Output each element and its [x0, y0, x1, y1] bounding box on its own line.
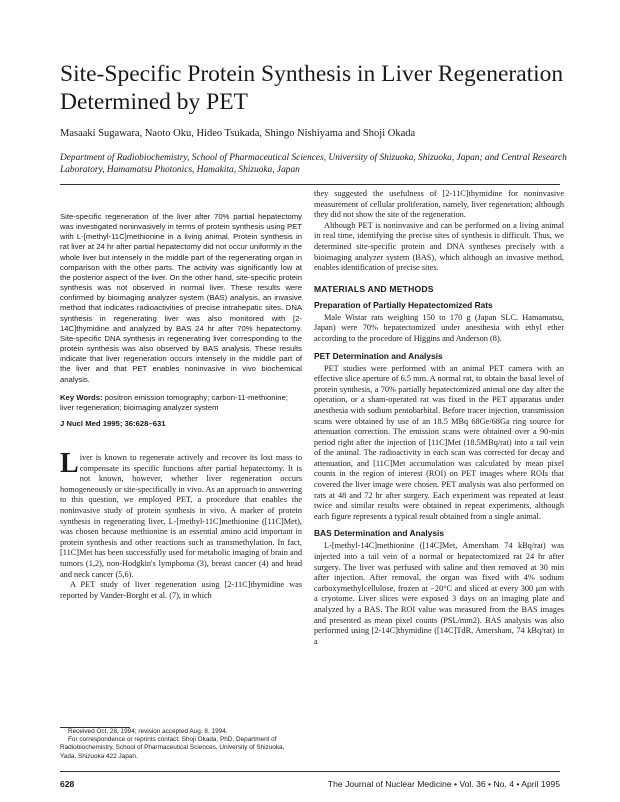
body-paragraph: Although PET is noninvasive and can be performed on a living animal in real time, identifying the precise sites of synthesis is difficult. Thus, we determined site-specific protein and DNA syntheses precisely with a bioimaging analyzer system (BAS), which although an invasive method, enables identification of precise sites. — [314, 220, 564, 273]
footnote-received: Received Oct. 28, 1994; revision accepted Aug. 8, 1994. — [68, 728, 228, 735]
body-paragraph: L-[methyl-14C]methionine ([14C]Met, Amersham 74 kBq/rat) was injected into a tail vein of a normal or hepatectomized rat 24 hr after surgery. The liver was perfused with saline and then removed at 30 min after injection. After removal, the organ was fixed with 4% sodium carboxymethylcellulose, frozen at −20°C and sliced at every 300 μm with a cryotome. Liver slices were exposed 3 days on an imaging plate and analyzed by a BAS. The ROI value was measured from the BAS images and presented as mean pixel counts (PSL/mm2). BAS analysis was also performed using [2-14C]thymidine ([14C]TdR, Amersham, 74 kBq/rat) in a — [314, 541, 564, 646]
introduction — [60, 447, 302, 601]
abstract: Site-specific regeneration of the liver after 70% partial hepatectomy was investigated noninvasively in terms of protein synthesis using PET with L-[methyl-11C]methionine in a living animal. Protein synthesis in rat liver at 24 hr after partial hepatectomy did not occur uniformly in the whole liver but intensely in the middle part of the regenerating organ in comparison with the other parts. The activity was significantly low at the posterior aspect of the liver. On the other hand, site-specific protein synthesis was not observed in normal liver. These results were confirmed by bioimaging analyzer system (BAS) analysis, an invasive method that indicates radioactivities of precise intrahepatic sites. DNA synthesis in regenerating liver was also monitored with [2-14C]thymidine and analyzed by BAS 24 hr after 70% hepatectomy. Site-specific DNA synthesis in regenerating liver corresponding to the protein synthesis was also observed by BAS analysis. These results indicate that liver regeneration occurs intensely in the middle part of the liver and that PET enables noninvasive in vivo biochemical analysis. — [60, 212, 302, 384]
footnote-correspondence: For correspondence or reprints contact: Shoji Okada, PhD, Department of Radiobiochemistry, School of Pharmaceutical Sciences, University of Shizuoka, Yada, Shizuoka 422 Japan. — [60, 736, 285, 760]
footer-divider — [60, 771, 560, 772]
affiliation: Department of Radiobiochemistry, School of Pharmaceutical Sciences, University of Shizuoka, Shizuoka, Japan; and Central Research Laboratory, Hamamatsu Photonics, Hamakita, Shizuoka, Japan — [60, 153, 567, 175]
right-column — [314, 189, 564, 647]
journal-footer: The Journal of Nuclear Medicine • Vol. 36 • No. 4 • April 1995 — [327, 779, 560, 789]
author-list: Masaaki Sugawara, Naoto Oku, Hideo Tsukada, Shingo Nishiyama and Shoji Okada — [60, 128, 416, 139]
keywords-label: Key Words: — [60, 392, 103, 402]
intro-paragraph-2: A PET study of liver regeneration using [2-11C]thymidine was reported by Vander-Borght et al. (7), in which — [60, 580, 302, 600]
article-title: Site-Specific Protein Synthesis in Liver Regeneration Determined by PET — [60, 61, 564, 115]
subsection-heading-bas: BAS Determination and Analysis — [314, 528, 444, 539]
keywords — [60, 393, 302, 413]
citation: J Nucl Med 1995; 36:628–631 — [60, 418, 166, 428]
left-column — [60, 212, 302, 601]
intro-text: iver is known to regenerate actively and recover its lost mass to compensate its specific functions after partial hepatectomy. It is not known, however, whether liver regeneration occurs homogeneously or site-specifically in vivo. As an approach to answering to this question, we employed PET, a procedure that enables the noninvasive study of protein synthesis in vivo. A marker of protein synthesis in regenerating liver, L-[methyl-11C]methionine ([11C]Met), was chosen because methionine is an essential amino acid important in protein synthesis and other reactions such as transmethylation. In fact, [11C]Met has been successfully used for metabolic imaging of brain and tumors (1,2), non-Hodgkin's lymphoma (3), breast cancer (4) and head and neck cancer (5,6). — [60, 452, 302, 579]
body-paragraph: they suggested the usefulness of [2-11C]thymidine for noninvasive measurement of cellular proliferation, namely, liver regeneration; although they did not show the site of the regeneration. — [314, 189, 564, 220]
body-paragraph: Male Wistar rats weighing 150 to 170 g (Japan SLC. Hamamatsu, Japan) were 70% hepatectomized under anesthesia with ethyl ether according to the procedure of Higgins and Anderson (8). — [314, 312, 564, 343]
header-divider — [60, 184, 560, 185]
intro-paragraph — [60, 447, 302, 580]
drop-cap: L — [60, 447, 79, 479]
keywords-text: positron emission tomography; carbon-11-methionine; liver regeneration; bioimaging analyzer system — [60, 392, 288, 412]
footnotes — [60, 728, 302, 761]
body-paragraph: PET studies were performed with an animal PET camera with an effective slice aperture of 6.5 mm. A normal rat, to obtain the basal level of protein synthesis, a 70% partially hepatectomized animal one day after the operation, or a sham-operated rat was fixed in the PET apparatus under anesthesia with sodium pentobarbital. Before tracer injection, transmission scans were obtained by use of an 18.5 MBq 68Ge/68Ga ring source for attenuation correction. The emission scans were obtained over a 90-min period right after the injection of [11C]Met (18.5MBq/rat) into a tail vein of the animal. The radioactivity in each scan was corrected for decay and attenuation, and [11C]Met accumulation was calculated by mean pixel counts in the region of interest (ROI) on PET images where ROIs that covered the liver image were chosen. PET analysis was also performed on rats at 48 and 72 hr after surgery. Each experiment was repeated at least twice and similar results were obtained in repeat experiments, although each figure represents a typical result obtained from a single animal. — [314, 363, 564, 521]
subsection-heading-pet: PET Determination and Analysis — [314, 350, 443, 361]
subsection-heading-preparation: Preparation of Partially Hepatectomized Rats — [314, 299, 493, 310]
page-number: 628 — [60, 779, 75, 789]
section-heading-methods: MATERIALS AND METHODS — [314, 283, 434, 294]
